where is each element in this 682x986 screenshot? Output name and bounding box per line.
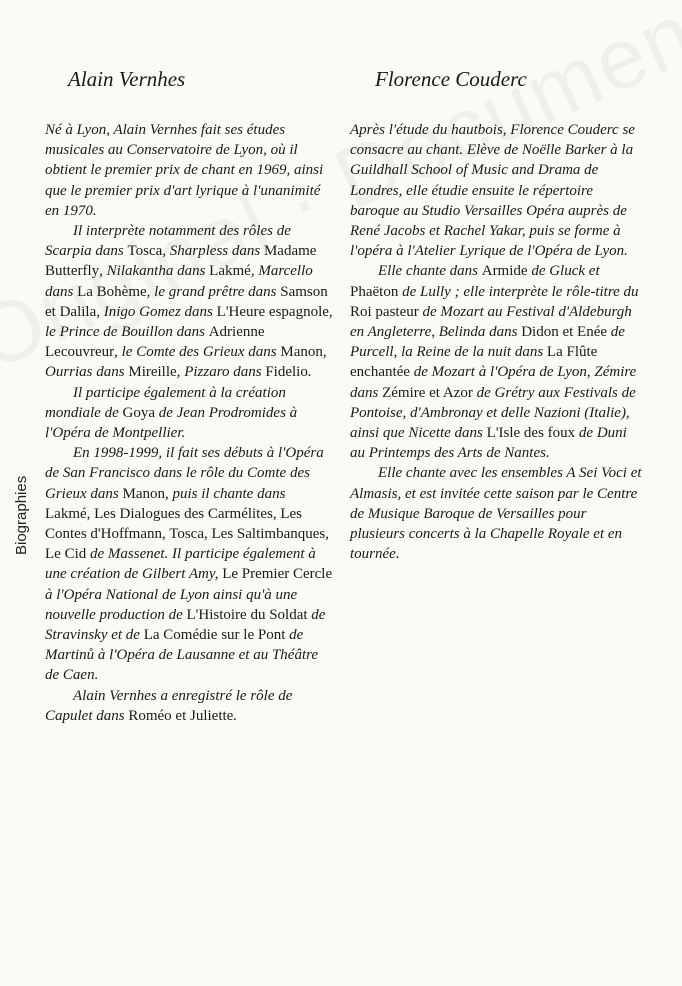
work-title: Manon xyxy=(280,344,323,361)
biography-text xyxy=(45,120,333,726)
body-text-run: , Nilakantha dans xyxy=(99,263,210,280)
work-title: Samson et Dalila xyxy=(45,283,328,320)
body-text-run: Né à Lyon, Alain Vernhes fait ses études musicales au Conservatoire de Lyon, où il obtient le premier prix de chant en 1969, ainsi que le premier prix d'art lyrique à l'unanimité en 1970. xyxy=(45,122,324,219)
body-text-run: de Duni au Printemps des Arts de Nantes. xyxy=(350,425,627,462)
artist-name-heading: Alain Vernhes xyxy=(68,67,186,91)
work-title: L'Histoire du Soldat xyxy=(186,606,308,623)
body-text-run: Elle chante dans xyxy=(378,263,482,280)
body-text-run: , puis il chante dans xyxy=(165,485,286,502)
work-title: Le Premier Cercle xyxy=(222,566,333,583)
body-text-run: , le Prince de Bouillon dans xyxy=(45,303,333,341)
work-title: Goya xyxy=(122,404,155,421)
body-text-run: de Jean Prodromides à l'Opéra de Montpellier. xyxy=(45,404,298,442)
biography-paragraph xyxy=(45,221,333,383)
body-text-run: de Gluck et xyxy=(527,263,600,280)
artist-name-heading: Florence Couderc xyxy=(375,67,527,91)
body-text-run: de Mozart à l'Opéra de Lyon, Zémire dans xyxy=(350,364,637,401)
body-text-run: En 1998-1999, il fait ses débuts à l'Opéra de San Francisco dans le rôle du Comte des Grieux dans xyxy=(45,445,324,502)
body-text-run: de Mozart au Festival d'Aldeburgh en Angleterre, Belinda dans xyxy=(350,303,632,341)
biography-paragraph xyxy=(45,443,333,685)
body-text-run: de Stravinsky et de xyxy=(45,606,326,644)
biography-paragraph xyxy=(45,120,333,221)
work-title: Adrienne Lecouvreur xyxy=(45,324,265,361)
biography-paragraph xyxy=(350,120,645,261)
body-text-run: à l'Opéra National de Lyon ainsi qu'à une nouvelle production de xyxy=(45,586,298,623)
work-title: La Comédie sur le Pont xyxy=(143,627,286,644)
biography-paragraph xyxy=(45,383,333,444)
biography-column-right xyxy=(350,64,645,564)
body-text-run: . xyxy=(233,707,238,724)
work-title: La Bohème xyxy=(77,283,147,300)
biography-paragraph xyxy=(350,261,645,463)
body-text-run: de Massenet. Il participe également à une création de Gilbert Amy, xyxy=(45,546,316,583)
work-title: Roi pasteur xyxy=(350,303,419,320)
work-title: L'Heure espagnole xyxy=(216,303,329,320)
biography-paragraph xyxy=(350,463,645,564)
body-text-run: , Inigo Gomez dans xyxy=(96,303,217,320)
body-text-run: Il interprète notamment des rôles de Scarpia dans xyxy=(45,223,291,260)
body-text-run: . xyxy=(307,364,312,381)
body-text-run: Après l'étude du hautbois, Florence Couderc se consacre au chant. Elève de Noëlle Barker à la Guildhall School of Music and Drama de Londres, elle étudie ensuite le répertoire baroque au Studio Versailles Opéra auprès de René Jacobs et Rachel Yakar, puis se forme à l'opéra à l'Atelier Lyrique de l'Opéra de Lyon. xyxy=(350,122,635,260)
work-title: Phaëton xyxy=(350,283,399,300)
body-text-run: Elle chante avec les ensembles A Sei Voci et Almasis, et est invitée cette saison par le Centre de Musique Baroque de Versailles pour plusieurs concerts à la Chapelle Royale et en tournée. xyxy=(350,465,642,563)
body-text-run: Alain Vernhes a enregistré le rôle de Capulet dans xyxy=(45,687,293,724)
work-title: Manon xyxy=(122,485,165,502)
work-title: Lakmé, Les Dialogues des Carmélites, Les Contes d'Hoffmann, Tosca, Les Saltimbanques, Le Cid xyxy=(45,505,329,563)
body-text-run: de Lully ; elle interprète le rôle-titre du xyxy=(398,283,639,300)
section-side-label: Biographies xyxy=(13,475,30,555)
body-text-run: de Martinů à l'Opéra de Lausanne et au Théâtre de Caen. xyxy=(45,627,319,684)
body-text-run: , Sharpless dans xyxy=(162,243,264,260)
work-title: Didon et Enée xyxy=(521,324,608,341)
body-text-run: , Pizzaro dans xyxy=(176,364,266,381)
work-title: Fidelio xyxy=(265,364,308,381)
body-text-run: , Marcello dans xyxy=(45,263,313,300)
body-text-run: Il participe également à la création mondiale de xyxy=(45,384,286,421)
work-title: Zémire et Azor xyxy=(382,384,473,401)
body-text-run: de Purcell, la Reine de la nuit dans xyxy=(350,324,625,361)
work-title: Mireille xyxy=(128,364,177,381)
work-title: L'Isle des foux xyxy=(486,425,576,442)
work-title: Madame Butterfly xyxy=(45,243,317,280)
biography-paragraph xyxy=(45,686,333,726)
biography-text xyxy=(350,120,645,564)
work-title: Armide xyxy=(481,263,528,280)
work-title: Tosca xyxy=(127,243,163,260)
work-title: La Flûte enchantée xyxy=(350,344,598,381)
biography-column-left xyxy=(45,64,333,726)
body-text-run: , le grand prêtre dans xyxy=(146,283,281,300)
work-title: Lakmé xyxy=(209,263,251,280)
body-text-run: , Ourrias dans xyxy=(45,344,327,381)
body-text-run: de Grétry aux Festivals de Pontoise, d'Ambronay et delle Nazioni (Italie), ainsi que Nicette dans xyxy=(350,384,636,442)
body-text-run: , le Comte des Grieux dans xyxy=(114,344,281,361)
work-title: Roméo et Juliette xyxy=(128,707,234,724)
